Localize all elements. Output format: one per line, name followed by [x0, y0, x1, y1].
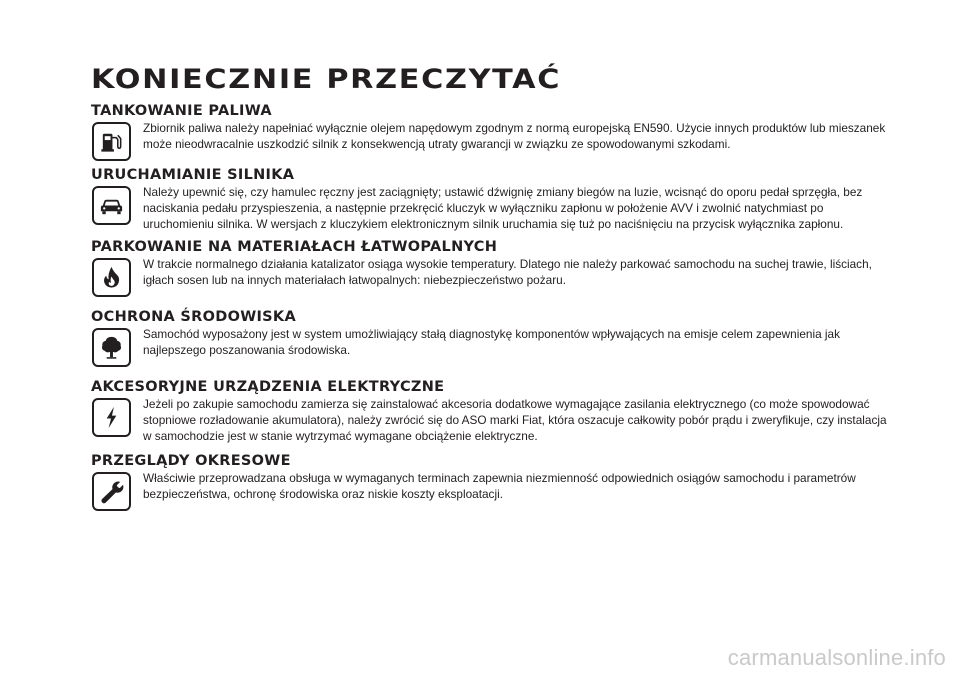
section-text: Jeżeli po zakupie samochodu zamierza się zainstalować akcesoria dodatkowe wymagające zasilania elektrycznego (co może spowodować stopniowe rozładowanie akumulatora), należy zwrócić się do ASO marki Fiat, która oszacuje całkowity pobór prądu i zweryfikuje, czy instalacja w samochodzie jest w stanie wytrzymać wymagane obciążenie elektryczne. [143, 397, 887, 443]
section-text: Zbiornik paliwa należy napełniać wyłącznie olejem napędowym zgodnym z normą europejską EN590. Użycie innych produktów lub mieszanek może nieodwracalnie uszkodzić silnik z konsekwencją utraty gwarancji w związku ze spowodowanymi szkodami. [143, 121, 886, 151]
section-heading: URUCHAMIANIE SILNIKA [91, 167, 295, 183]
section-text: Należy upewnić się, czy hamulec ręczny jest zaciągnięty; ustawić dźwignię zmiany biegów na luzie, wcisnąć do oporu pedał sprzęgła, bez naciskania pedału przyspieszenia, a następnie przekręcić kluczyk w wyłączniku zapłonu w położenie AVV i zwolnić natychmiast po uruchomieniu silnika. W wersjach z kluczykiem elektronicznym silnik uruchamia się tuż po naciśnięciu na przycisk wyłącznika zapłonu. [143, 185, 863, 231]
wrench-icon [92, 472, 131, 511]
section-flammable-parking [91, 238, 891, 306]
section-heading: PRZEGLĄDY OKRESOWE [91, 453, 291, 469]
section-periodic-service [91, 452, 891, 520]
section-heading: AKCESORYJNE URZĄDZENIA ELEKTRYCZNE [91, 379, 445, 395]
section-heading: OCHRONA ŚRODOWISKA [91, 309, 296, 325]
flame-icon [92, 258, 131, 297]
section-electrical-accessories [91, 378, 891, 446]
section-engine-start [91, 166, 891, 234]
fuel-pump-icon [92, 122, 131, 161]
section-text: Samochód wyposażony jest w system umożliwiający stałą diagnostykę komponentów wpływających na emisje celem zapewnienia jak najlepszego poszanowania środowiska. [143, 327, 840, 357]
section-environment [91, 308, 891, 376]
section-text: Właściwie przeprowadzana obsługa w wymaganych terminach zapewnia niezmienność odpowiednich osiągów samochodu i parametrów bezpieczeństwa, ochronę środowiska oraz niskie koszty eksploatacji. [143, 471, 856, 501]
section-text: W trakcie normalnego działania katalizator osiąga wysokie temperatury. Dlatego nie należy parkować samochodu na suchej trawie, liściach, igłach sosen lub na innych materiałach łatwopalnych: niebezpieczeństwo pożaru. [143, 257, 872, 287]
tree-icon [92, 328, 131, 367]
section-heading: PARKOWANIE NA MATERIAŁACH ŁATWOPALNYCH [91, 239, 498, 255]
page-title: KONIECZNIE PRZECZYTAĆ [91, 64, 562, 95]
section-fuel [91, 102, 891, 170]
lightning-bolt-icon [92, 398, 131, 437]
car-icon [92, 186, 131, 225]
section-heading: TANKOWANIE PALIWA [91, 103, 272, 119]
watermark: carmanualsonline.info [727, 645, 946, 670]
